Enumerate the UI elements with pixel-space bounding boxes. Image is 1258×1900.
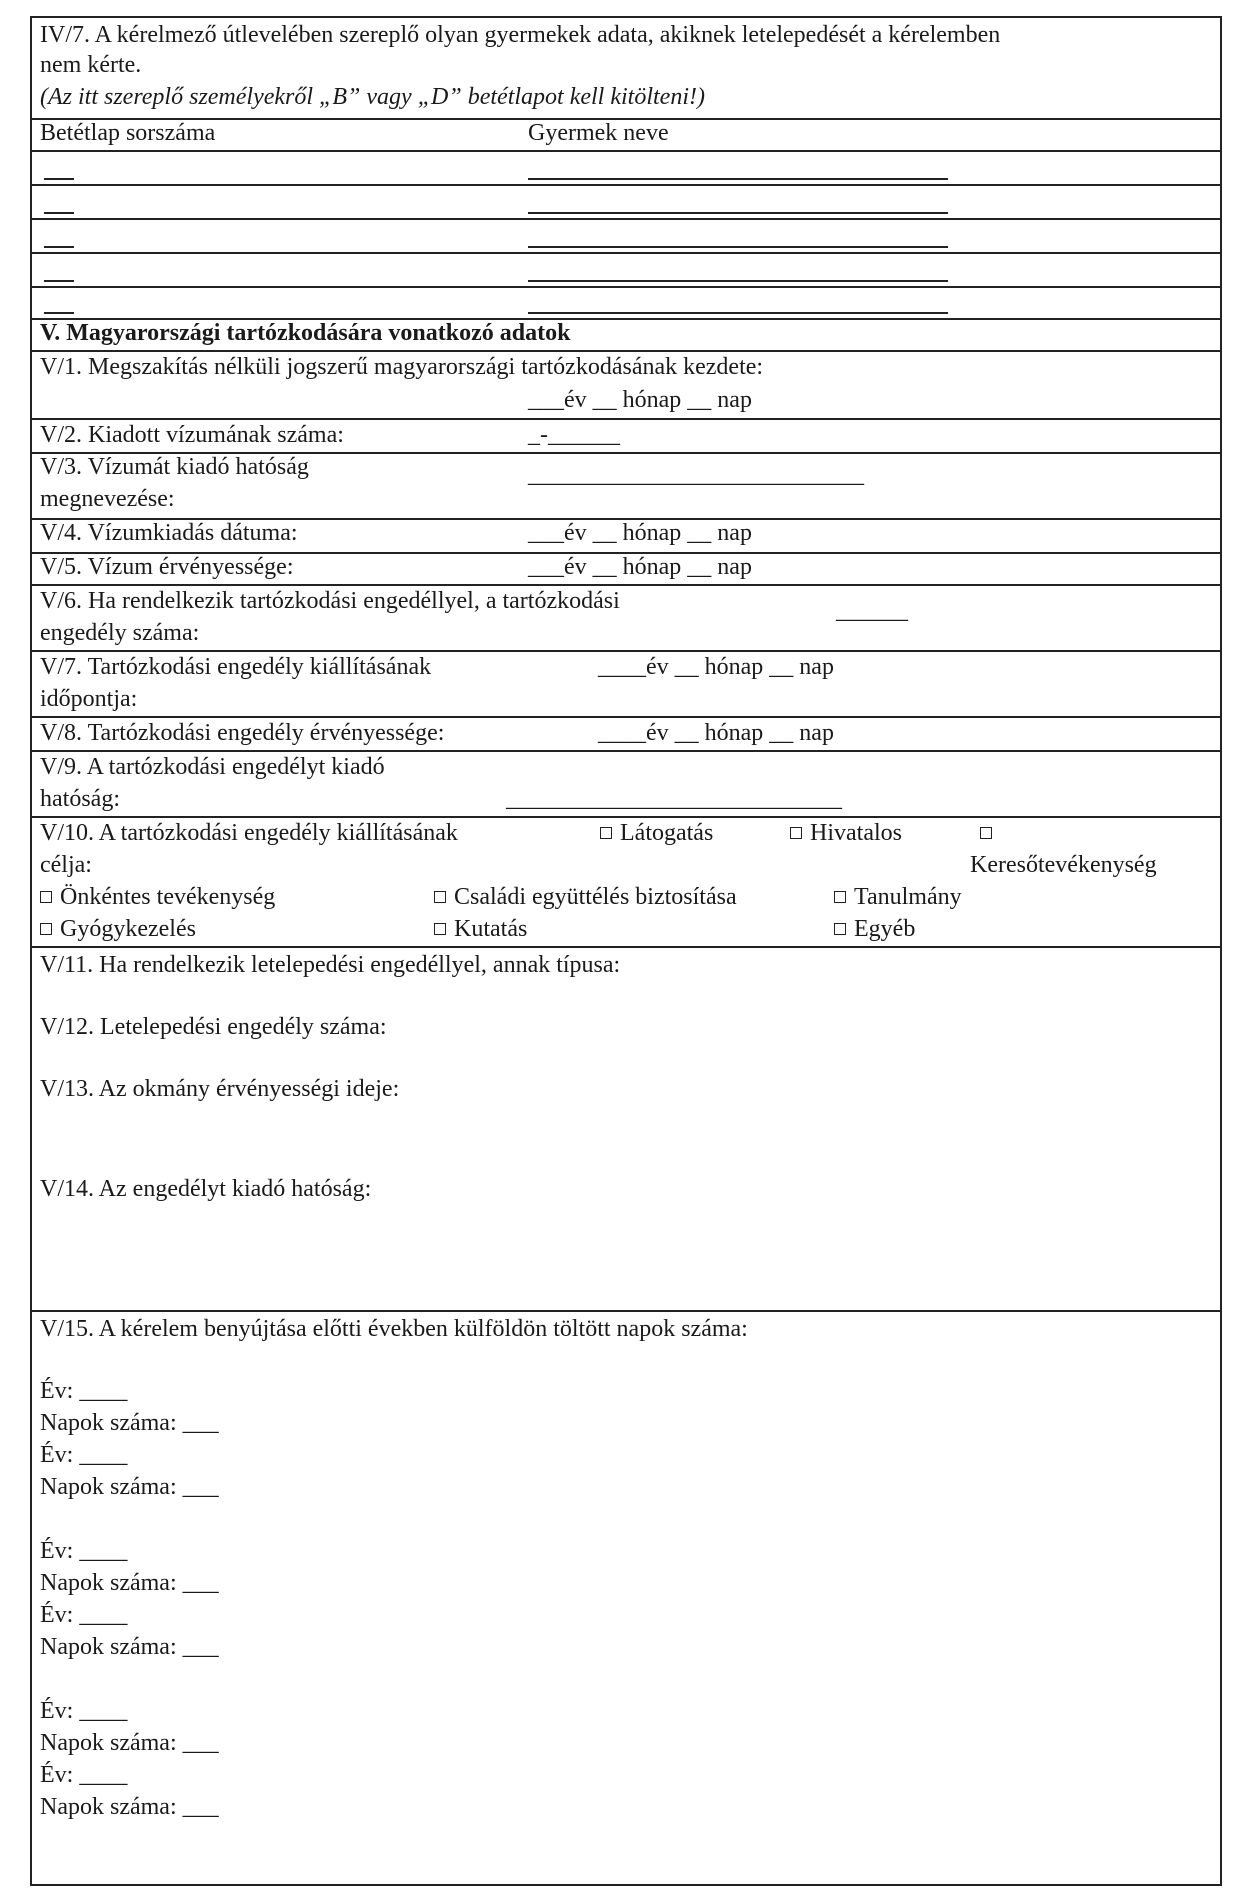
- v10-option-keresotevekenyseg-box[interactable]: [980, 818, 1000, 848]
- v3-label-2: megnevezése:: [40, 486, 175, 512]
- iv7-col-serial: Betétlap sorszáma: [40, 120, 216, 146]
- checkbox-icon[interactable]: [834, 923, 846, 935]
- v15-days-5[interactable]: Napok száma: ___: [40, 1730, 219, 1756]
- v5-label: V/5. Vízum érvényessége:: [40, 554, 294, 580]
- v1-date[interactable]: ___év __ hónap __ nap: [528, 387, 752, 413]
- v3-label-1: V/3. Vízumát kiadó hatóság: [40, 454, 309, 480]
- v7-label-2: időpontja:: [40, 686, 138, 712]
- v10-label-1: V/10. A tartózkodási engedély kiállításának: [40, 820, 458, 846]
- v10-option-gyogykezeles[interactable]: Gyógykezelés: [40, 914, 196, 944]
- v10-option-tanulmany[interactable]: Tanulmány: [834, 882, 962, 912]
- v15-label: V/15. A kérelem benyújtása előtti években külföldön töltött napok száma:: [40, 1316, 748, 1342]
- iv7-row1-child[interactable]: [528, 178, 948, 180]
- v9-label-2: hatóság:: [40, 786, 120, 812]
- v14-label: V/14. Az engedélyt kiadó hatóság:: [40, 1176, 372, 1202]
- v10-option-egyeb[interactable]: Egyéb: [834, 914, 915, 944]
- section-v-heading: V. Magyarországi tartózkodására vonatkozó adatok: [40, 320, 571, 346]
- v4-label: V/4. Vízumkiadás dátuma:: [40, 520, 298, 546]
- v10-option-keresotevekenyseg-label: Keresőtevékenység: [970, 852, 1157, 878]
- checkbox-icon[interactable]: [434, 923, 446, 935]
- checkbox-icon[interactable]: [40, 923, 52, 935]
- v15-year-3[interactable]: Év: ____: [40, 1538, 128, 1564]
- v2-label: V/2. Kiadott vízumának száma:: [40, 422, 344, 448]
- iv7-row4-child[interactable]: [528, 280, 948, 282]
- v6-permit-number[interactable]: ______: [836, 598, 908, 624]
- iv7-title-line2: nem kérte.: [40, 52, 142, 78]
- iv7-row5-child[interactable]: [528, 312, 948, 314]
- v15-days-3[interactable]: Napok száma: ___: [40, 1570, 219, 1596]
- v9-label-1: V/9. A tartózkodási engedélyt kiadó: [40, 754, 385, 780]
- iv7-row1-serial[interactable]: [44, 178, 74, 180]
- v15-year-5[interactable]: Év: ____: [40, 1698, 128, 1724]
- checkbox-icon[interactable]: [834, 891, 846, 903]
- v7-date[interactable]: ____év __ hónap __ nap: [598, 654, 834, 680]
- v15-days-6[interactable]: Napok száma: ___: [40, 1794, 219, 1820]
- iv7-row3-serial[interactable]: [44, 246, 74, 248]
- v3-authority[interactable]: ____________________________: [528, 462, 864, 488]
- iv7-row2-serial[interactable]: [44, 212, 74, 214]
- v6-label-1: V/6. Ha rendelkezik tartózkodási engedéllyel, a tartózkodási: [40, 588, 620, 614]
- v11-label: V/11. Ha rendelkezik letelepedési engedéllyel, annak típusa:: [40, 952, 621, 978]
- v15-days-2[interactable]: Napok száma: ___: [40, 1474, 219, 1500]
- iv7-col-child: Gyermek neve: [528, 120, 669, 146]
- checkbox-icon[interactable]: [600, 827, 612, 839]
- iv7-row4-serial[interactable]: [44, 280, 74, 282]
- checkbox-icon[interactable]: [434, 891, 446, 903]
- v4-date[interactable]: ___év __ hónap __ nap: [528, 520, 752, 546]
- v10-option-hivatalos[interactable]: Hivatalos: [790, 818, 902, 848]
- v15-year-4[interactable]: Év: ____: [40, 1602, 128, 1628]
- v10-option-latogatas[interactable]: Látogatás: [600, 818, 713, 848]
- v15-days-4[interactable]: Napok száma: ___: [40, 1634, 219, 1660]
- v9-authority[interactable]: ____________________________: [506, 786, 842, 812]
- v10-label-2: célja:: [40, 852, 92, 878]
- iv7-row2-child[interactable]: [528, 212, 948, 214]
- v13-label: V/13. Az okmány érvényességi ideje:: [40, 1076, 400, 1102]
- v1-label: V/1. Megszakítás nélküli jogszerű magyarországi tartózkodásának kezdete:: [40, 354, 764, 380]
- v10-option-kutatas[interactable]: Kutatás: [434, 914, 527, 944]
- v8-label: V/8. Tartózkodási engedély érvényessége:: [40, 720, 445, 746]
- v15-year-6[interactable]: Év: ____: [40, 1762, 128, 1788]
- checkbox-icon[interactable]: [980, 827, 992, 839]
- v15-year-1[interactable]: Év: ____: [40, 1378, 128, 1404]
- v10-option-csaladi[interactable]: Családi együttélés biztosítása: [434, 882, 737, 912]
- checkbox-icon[interactable]: [790, 827, 802, 839]
- iv7-title-line1: IV/7. A kérelmező útlevelében szereplő olyan gyermekek adata, akiknek letelepedését a kérelemben: [40, 22, 1001, 48]
- v7-label-1: V/7. Tartózkodási engedély kiállításának: [40, 654, 432, 680]
- v10-option-onkentes[interactable]: Önkéntes tevékenység: [40, 882, 275, 912]
- v5-date[interactable]: ___év __ hónap __ nap: [528, 554, 752, 580]
- v8-date[interactable]: ____év __ hónap __ nap: [598, 720, 834, 746]
- iv7-note: (Az itt szereplő személyekről „B” vagy „D” betétlapot kell kitölteni!): [40, 84, 705, 110]
- v15-days-1[interactable]: Napok száma: ___: [40, 1410, 219, 1436]
- v6-label-2: engedély száma:: [40, 620, 200, 646]
- iv7-row5-serial[interactable]: [44, 312, 74, 314]
- checkbox-icon[interactable]: [40, 891, 52, 903]
- v2-visa-number[interactable]: _-______: [528, 422, 620, 448]
- v12-label: V/12. Letelepedési engedély száma:: [40, 1014, 387, 1040]
- iv7-row3-child[interactable]: [528, 246, 948, 248]
- v15-year-2[interactable]: Év: ____: [40, 1442, 128, 1468]
